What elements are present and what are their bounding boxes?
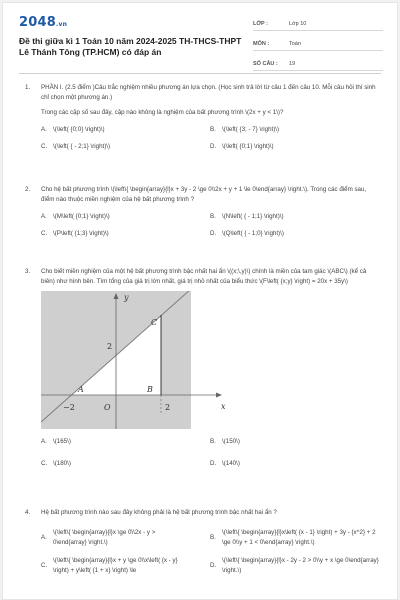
y-axis-label: y: [124, 293, 129, 302]
option-text: \(P\left( {1;3} \right)\): [53, 230, 109, 237]
option-label: D.: [210, 143, 217, 150]
question-2: [25, 185, 379, 239]
question-stem: Hệ bất phương trình nào sau đây không phải là hệ bất phương trình bậc nhất hai ẩn ?: [41, 509, 277, 516]
tick-2x-label: 2: [165, 403, 171, 412]
question-stem: Cho biết miền nghiệm của một hệ bất phương trình bậc nhất hai ẩn \((x;\,y)\) chính là miền của tam giác \(ABC\) (kể cả biên) như hình bên. Tìm tổng của giá trị lớn nhất, giá trị nhỏ nhất của biểu thức \(F\left( {x;y} \right) = 20x + 35y\): [41, 268, 367, 285]
meta-count-key: SỐ CÂU :: [253, 61, 278, 67]
point-a-label: A: [78, 385, 84, 394]
option-text: \(150\): [222, 438, 240, 445]
question-number: 3.: [25, 268, 31, 275]
option-d[interactable]: [210, 556, 379, 576]
option-text: \(\left( {0;1} \right)\): [222, 143, 274, 150]
option-label: C.: [41, 230, 48, 237]
site-logo[interactable]: [19, 15, 67, 30]
option-text: \(\left( {0;0} \right)\): [53, 126, 105, 133]
options: [41, 528, 379, 576]
option-d[interactable]: [210, 459, 379, 469]
option-label: B.: [210, 438, 216, 445]
meta-subject-row: [253, 37, 383, 51]
option-label: C.: [41, 460, 48, 467]
question-4: [25, 508, 379, 576]
option-c[interactable]: [41, 556, 210, 576]
option-label: B.: [210, 534, 216, 541]
point-c-label: C: [151, 318, 158, 327]
meta-count-row: [253, 57, 383, 71]
option-text: \(\left( {3; - 7} \right)\): [222, 126, 280, 133]
x-axis-label: x: [221, 402, 226, 411]
point-b-label: B: [147, 385, 153, 394]
logo-text: 2048: [19, 15, 56, 30]
option-b[interactable]: [210, 125, 379, 135]
option-d[interactable]: [210, 142, 379, 152]
option-c[interactable]: [41, 459, 210, 469]
option-text: \(N\left( { - 1;1} \right)\): [222, 213, 284, 220]
option-label: B.: [210, 126, 216, 133]
option-text: \(\left( { - 2;1} \right)\): [53, 143, 111, 150]
option-label: C.: [41, 562, 48, 569]
option-b[interactable]: [210, 212, 379, 222]
coordinate-plot: [41, 291, 231, 429]
triangle-figure: [41, 291, 379, 433]
question-stem: Trong các cặp số sau đây, cặp nào không là nghiệm của bất phương trình \(2x + y < 1\)?: [41, 109, 284, 116]
origin-label: O: [104, 403, 111, 412]
option-label: D.: [210, 460, 217, 467]
option-text: \(\left\{ \begin{array}{l}x\left( {x - 1} \right) + 3y - {x^2} + 2 \ge 0\\y + 1 < 0\end{array} \right.\): [222, 529, 376, 546]
option-text: \(Q\left( { - 1;0} \right)\): [222, 230, 284, 237]
option-b[interactable]: [210, 528, 379, 548]
question-stem: Cho hệ bất phương trình \(\left\{ \begin{array}{l}x + 3y - 2 \ge 0\\2x + y + 1 \le 0\end{array} \right.\). Trong các điểm sau, điểm nào thuộc miền nghiệm của hệ bất phương trình ?: [41, 186, 367, 203]
question-number: 1.: [25, 84, 31, 91]
question-3: [25, 267, 379, 469]
option-d[interactable]: [210, 229, 379, 239]
option-label: B.: [210, 213, 216, 220]
option-label: C.: [41, 143, 48, 150]
question-number: 2.: [25, 186, 31, 193]
option-a[interactable]: [41, 528, 210, 548]
tick-2y-label: 2: [107, 342, 113, 351]
exam-sheet: [2, 2, 398, 600]
question-1: [25, 83, 379, 152]
option-a[interactable]: [41, 437, 210, 447]
exam-meta: [253, 17, 383, 77]
question-number: 4.: [25, 509, 31, 516]
meta-class-row: [253, 17, 383, 31]
option-label: D.: [210, 230, 217, 237]
exam-title: Đề thi giữa kì 1 Toán 10 năm 2024-2025 TH-THCS-THPT Lê Thánh Tông (TP.HCM) có đáp án: [19, 36, 242, 57]
header-divider: [19, 73, 381, 74]
options: [41, 125, 379, 152]
option-text: \(\left\{ \begin{array}{l}x + y \ge 0\\x\left( {x - y} \right) + y\left( {1 + x} \right) \le: [53, 557, 178, 574]
meta-subject-key: MÔN :: [253, 41, 270, 47]
option-label: A.: [41, 126, 47, 133]
option-text: \(M\left( {0;1} \right)\): [53, 213, 110, 220]
option-c[interactable]: [41, 142, 210, 152]
logo-suffix: .vn: [55, 21, 68, 28]
tick-neg2-label: −2: [63, 403, 75, 412]
option-text: \(140\): [222, 460, 240, 467]
option-c[interactable]: [41, 229, 210, 239]
meta-class-key: LỚP :: [253, 21, 268, 27]
option-text: \(\left\{ \begin{array}{l}x - 2y - 2 > 0\\y + x \ge 0\end{array} \right.\): [222, 557, 379, 574]
options: [41, 212, 379, 239]
meta-class-value: Lớp 10: [289, 21, 307, 27]
option-text: \(180\): [53, 460, 71, 467]
option-label: A.: [41, 534, 47, 541]
meta-subject-value: Toán: [289, 41, 301, 47]
option-a[interactable]: [41, 212, 210, 222]
question-intro: PHẦN I. (2.5 điểm )Câu trắc nghiệm nhiều phương án lựa chọn. (Học sinh trả lời từ câu 1 đến câu 10. Mỗi câu hỏi thí sinh chỉ chọn một phương án.): [41, 84, 376, 101]
option-a[interactable]: [41, 125, 210, 135]
meta-count-value: 19: [289, 61, 296, 67]
option-label: D.: [210, 562, 217, 569]
option-label: A.: [41, 213, 47, 220]
option-b[interactable]: [210, 437, 379, 447]
option-text: \(\left\{ \begin{array}{l}x \ge 0\\2x - y > 0\end{array} \right.\): [53, 529, 156, 546]
option-label: A.: [41, 438, 47, 445]
options: [41, 437, 379, 469]
option-text: \(165\): [53, 438, 71, 445]
